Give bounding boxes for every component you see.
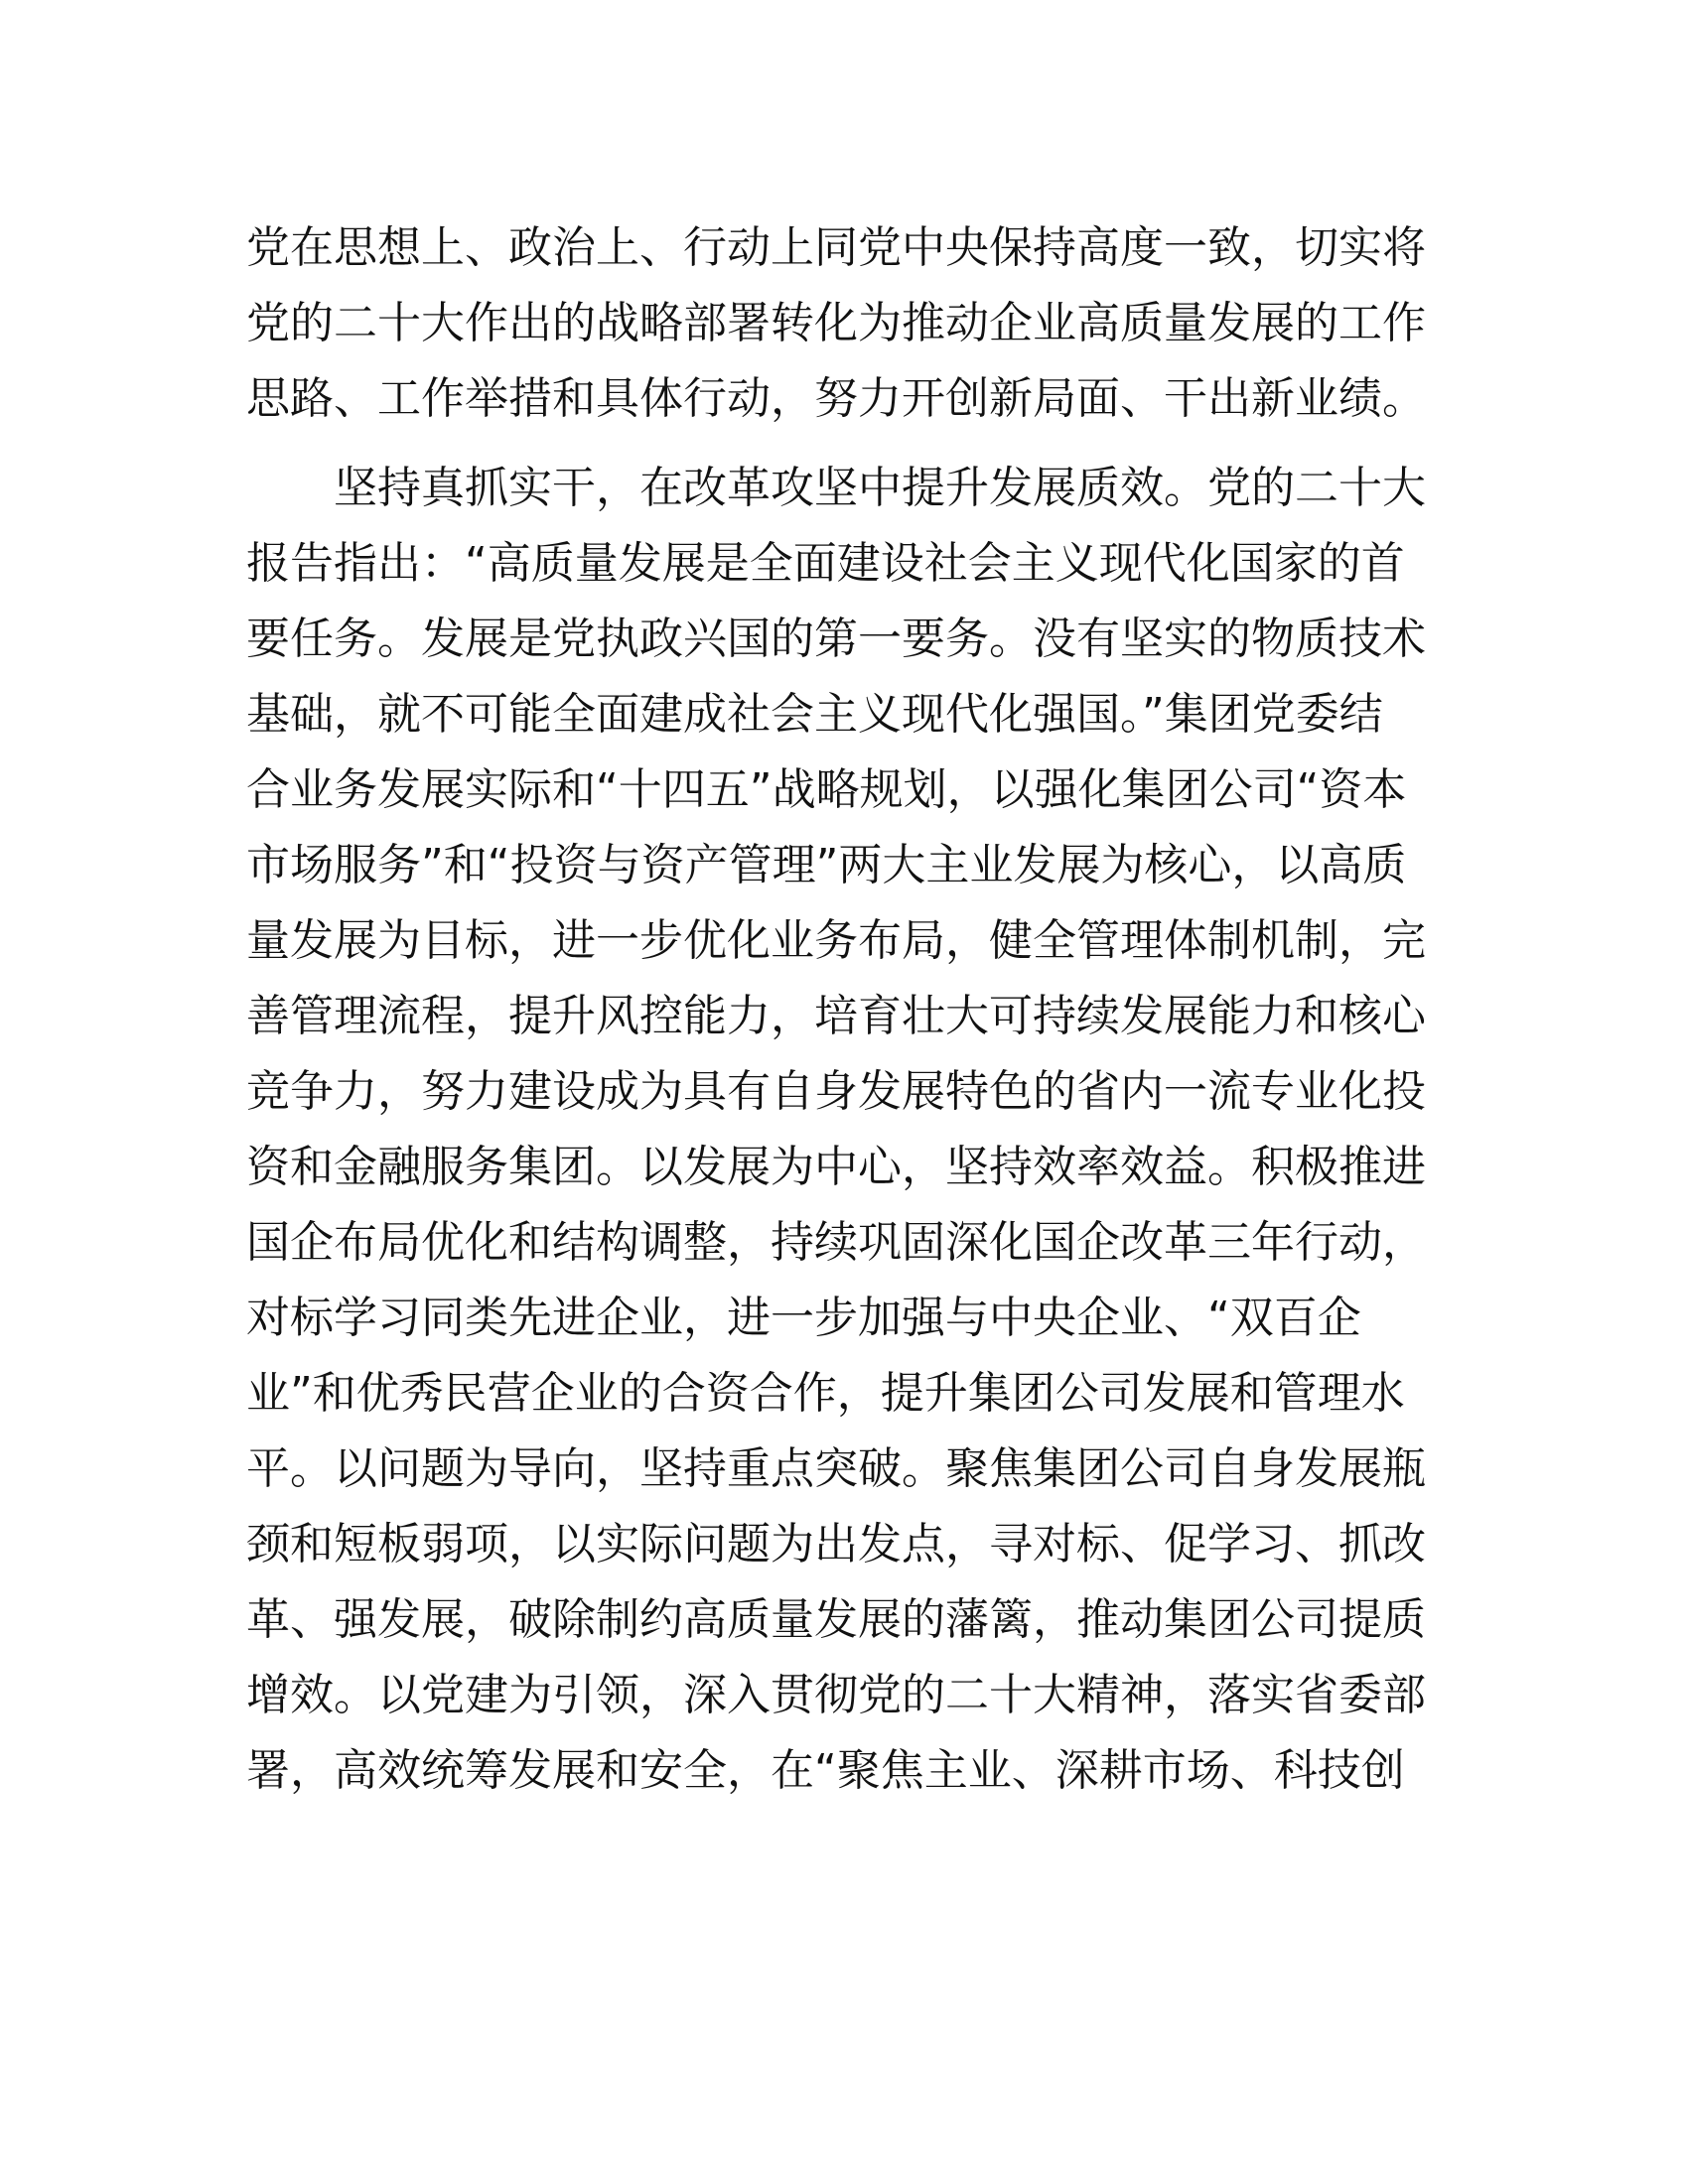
paragraph-line: 报告指出：“高质量发展是全面建设社会主义现代化国家的首: [246, 538, 1405, 589]
paragraph-1: [246, 210, 1438, 437]
paragraph-line: 量发展为目标，进一步优化业务布局，健全管理体制机制，完: [246, 915, 1426, 966]
paragraph-line: 资和金融服务集团。以发展为中心，坚持效率效益。积极推进: [246, 1142, 1426, 1192]
body-text: [246, 210, 1438, 1809]
paragraph-line: 署，高效统筹发展和安全，在“聚焦主业、深耕市场、科技创: [246, 1745, 1405, 1796]
paragraph-line: 合业务发展实际和“十四五”战略规划，以强化集团公司“资本: [246, 764, 1407, 815]
paragraph-line: 党的二十大作出的战略部署转化为推动企业高质量发展的工作: [246, 298, 1426, 348]
paragraph-line: 思路、工作举措和具体行动，努力开创新局面、干出新业绩。: [246, 373, 1426, 424]
paragraph-line: 革、强发展，破除制约高质量发展的藩篱，推动集团公司提质: [246, 1594, 1426, 1645]
paragraph-gap: [246, 437, 1438, 451]
paragraph-line: 国企布局优化和结构调整，持续巩固深化国企改革三年行动，: [246, 1217, 1426, 1268]
paragraph-line: 市场服务”和“投资与资产管理”两大主业发展为核心，以高质: [246, 840, 1407, 890]
paragraph-line: 对标学习同类先进企业，进一步加强与中央企业、“双百企: [246, 1293, 1361, 1343]
paragraph-line: 业”和优秀民营企业的合资合作，提升集团公司发展和管理水: [246, 1368, 1405, 1419]
paragraph-line: 党在思想上、政治上、行动上同党中央保持高度一致，切实将: [246, 222, 1426, 273]
paragraph-line: 竞争力，努力建设成为具有自身发展特色的省内一流专业化投: [246, 1066, 1426, 1117]
paragraph-line: 坚持真抓实干，在改革攻坚中提升发展质效。党的二十大: [334, 463, 1426, 513]
paragraph-2: [246, 451, 1438, 1809]
paragraph-line: 善管理流程，提升风控能力，培育壮大可持续发展能力和核心: [246, 991, 1426, 1041]
paragraph-line: 基础，就不可能全面建成社会主义现代化强国。”集团党委结: [246, 689, 1383, 740]
paragraph-line: 增效。以党建为引领，深入贯彻党的二十大精神，落实省委部: [246, 1670, 1426, 1720]
paragraph-line: 颈和短板弱项，以实际问题为出发点，寻对标、促学习、抓改: [246, 1519, 1426, 1570]
paragraph-line: 平。以问题为导向，坚持重点突破。聚焦集团公司自身发展瓶: [246, 1443, 1426, 1494]
paragraph-line: 要任务。发展是党执政兴国的第一要务。没有坚实的物质技术: [246, 614, 1426, 664]
